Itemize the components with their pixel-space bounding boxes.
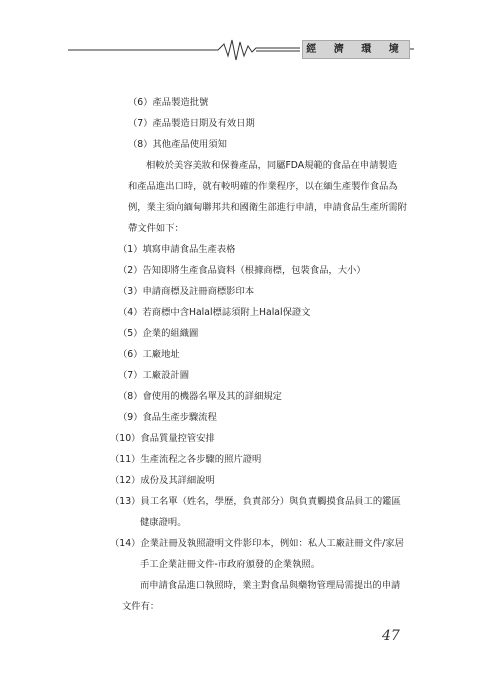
- list-item: （8）會使用的機器名單及其的詳細規定: [118, 391, 282, 402]
- section-title: 經 濟 環 境: [302, 40, 410, 59]
- page-header: [0, 0, 480, 70]
- list-item: （6）產品製造批號: [128, 97, 209, 108]
- paragraph-line: 文件有：: [122, 601, 160, 612]
- list-item: （5）企業的組織圖: [118, 328, 199, 339]
- list-item: （4）若商標中含Halal標誌須附上Halal保證文: [118, 307, 311, 318]
- paragraph-line: 相較於美容美妝和保養產品，同屬FDA規範的食品在申請製造: [146, 160, 398, 171]
- list-item: （8）其他產品使用須知: [128, 139, 227, 150]
- heartbeat-line-decoration: [0, 0, 480, 70]
- list-item-continuation: 手工企業註冊文件-市政府頒發的企業執照。: [140, 559, 320, 570]
- list-item: （7）工廠設計圖: [118, 370, 189, 381]
- list-item: （9）食品生產步驟流程: [118, 412, 217, 423]
- list-item: （10）食品質量控管安排: [110, 433, 215, 444]
- paragraph-line: 而申請食品進口執照時，業主對食品與藥物管理局需提出的申請: [140, 580, 401, 591]
- list-item: （14）企業註冊及執照證明文件影印本，例如：私人工廠註冊文件/家居: [110, 538, 404, 549]
- list-item: （3）申請商標及註冊商標影印本: [118, 286, 255, 297]
- list-item: （7）產品製造日期及有效日期: [128, 118, 255, 129]
- list-item: （6）工廠地址: [118, 349, 180, 360]
- list-item: （12）成份及其詳細說明: [110, 475, 215, 486]
- list-item: （11）生產流程之各步驟的照片證明: [110, 454, 262, 465]
- paragraph-line: 例，業主須向緬甸聯邦共和國衛生部進行申請，申請食品生產所需附: [128, 202, 407, 213]
- list-item-continuation: 健康證明。: [140, 517, 187, 528]
- page-number: 47: [382, 628, 400, 644]
- list-item: （1）填寫申請食品生產表格: [118, 244, 236, 255]
- list-item: （13）員工名單（姓名，學歷，負責部分）與負責觸摸食品員工的鑑區: [110, 496, 401, 507]
- paragraph-line: 和產品進出口時，就有較明確的作業程序，以在緬生產製作食品為: [128, 181, 398, 192]
- paragraph-line: 帶文件如下：: [128, 223, 184, 234]
- list-item: （2）告知即將生產食品資料（根據商標，包裝食品，大小）: [118, 265, 366, 276]
